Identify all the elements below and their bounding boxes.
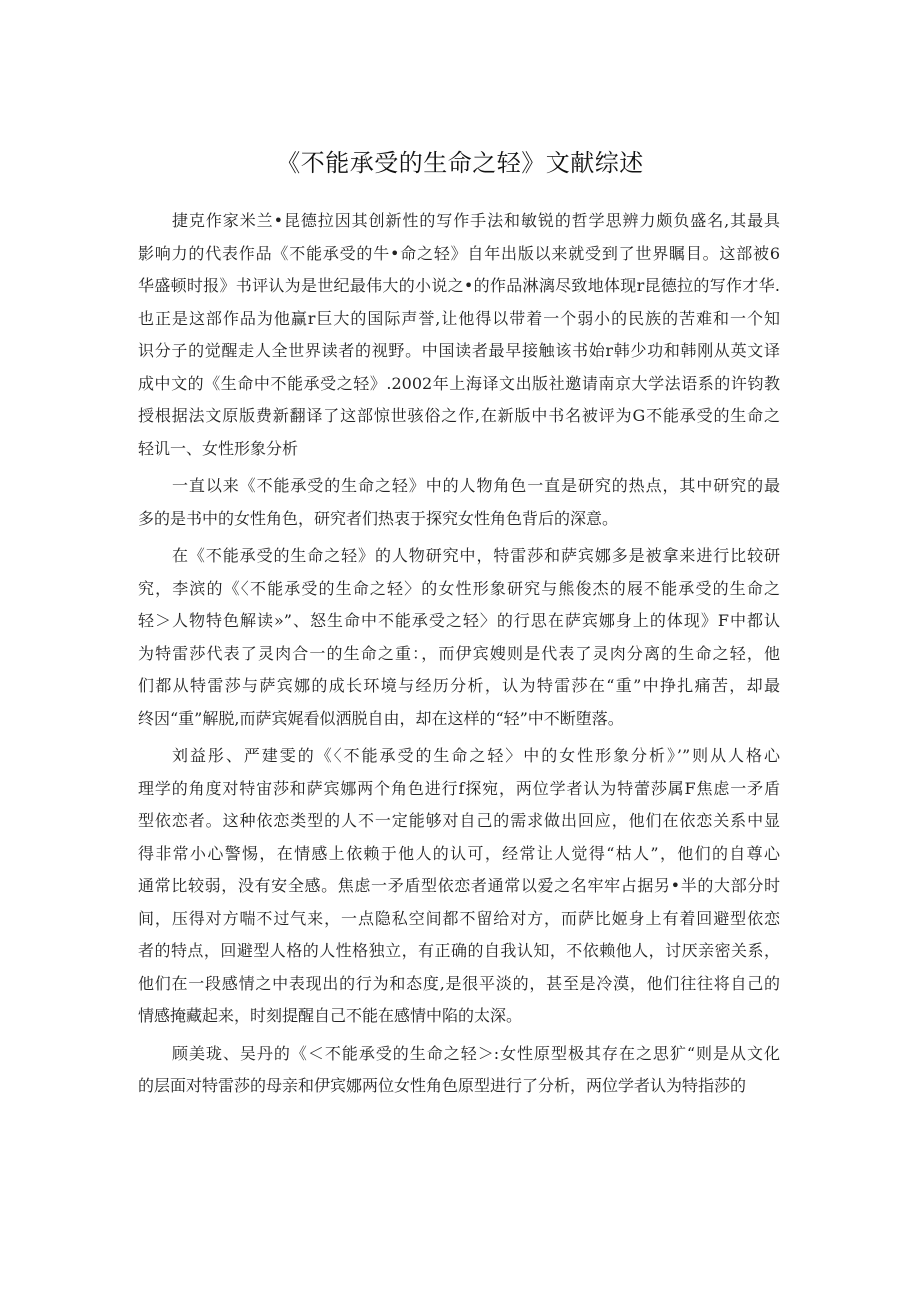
paragraph: [138, 1038, 780, 1103]
text-line: 的层面对特雷莎的母亲和伊宾娜两位女性角色原型进行了分析，两位学者认为特指莎的: [138, 1076, 747, 1095]
text-line: 情感掩藏起来，时刻提醒自己不能在感情中陷的太深。: [138, 1006, 523, 1025]
text-line: 一直以来《不能承受的生命之轻》中的人物角色一直是研究的热点，其中研究的最: [172, 476, 780, 495]
text-line: 轻讥一、女性形象分析: [138, 438, 299, 458]
text-line: 通常比较弱，没有安全感。焦虑一矛盾型依恋者通常以爱之名牢牢占据另•半的大部分时: [138, 876, 780, 895]
text-line: 得非常小心警惕，在情感上依赖于他人的认可，经常让人觉得“枯人”，他们的自尊心: [138, 843, 780, 863]
paragraph: [138, 205, 780, 465]
text-line: 究，李滨的《〈不能承受的生命之轻〉的女性形象研究与熊俊杰的屐不能承受的生命之: [138, 578, 780, 598]
text-line: 影响力的代表作品《不能承受的牛•命之轻》自年出版以来就受到了世界瞩目。这部被6: [138, 243, 780, 263]
text-line: 间，压得对方喘不过气来，一点隐私空间都不留给对方，而萨比姬身上有着回避型依恋: [138, 908, 780, 928]
text-line: 型依恋者。这种依恋类型的人不一定能够对自己的需求做出回应，他们在依恋关系中显: [138, 811, 780, 830]
text-line: 终因“重”解脱,而萨宾娓看似洒脱自由，却在这样的“轻”中不断堕落。: [138, 708, 624, 728]
text-line: 也正是这部作品为他赢r巨大的国际声誉,让他得以带着一个弱小的民族的苦难和一个知: [138, 308, 780, 328]
paragraph: [138, 470, 780, 535]
document-title: 《不能承受的生命之轻》文献综述: [276, 149, 644, 177]
text-line: 他们在一段感情之中表现出的行为和态度,是很平淡的，甚至是冷漠，他们往往将自己的: [138, 973, 780, 993]
paragraph: [138, 740, 780, 1033]
text-line: 成中文的《生命中不能承受之轻》.2002年上海译文出版社邀请南京大学法语系的许钧教: [138, 373, 780, 393]
text-line: 理学的角度对特宙莎和萨宾娜两个角色进行f探宛，两位学者认为特蕾莎属F焦虑一矛盾: [138, 778, 780, 798]
text-line: 在《不能承受的生命之轻》的人物研究中，特雷莎和萨宾娜多是被拿来进行比较研: [172, 546, 780, 565]
text-line: 刘益彤、严建雯的《〈不能承受的生命之轻〉中的女性形象分析》’”则从人格心: [172, 746, 780, 765]
text-line: 授根据法文原版费新翻译了这部惊世骇俗之作,在新版中书名被评为G不能承受的生命之: [138, 406, 780, 425]
paragraph: [138, 540, 780, 735]
text-line: 捷克作家米兰•昆德拉因其创新性的写作手法和敏锐的哲学思辨力颇负盛名,其最具: [172, 211, 780, 230]
text-line: 顾美珑、吴丹的《＜不能承受的生命之轻＞:女性原型极其存在之思犷“则是从文化: [172, 1043, 780, 1063]
text-line: 轻＞人物特色解读»”、怒生命中不能承受之轻〉的行思在萨宾娜身上的体现》F中都认: [138, 611, 780, 630]
text-line: 多的是书中的女性角色，研究者们热衷于探究女性角色背后的深意。: [138, 508, 619, 528]
text-line: 为特雷莎代表了灵肉合一的生命之重：，而伊宾嫂则是代表了灵肉分离的生命之轻，他: [138, 643, 780, 663]
text-line: 者的特点，回避型人格的人性格独立，有正确的自我认知，不依赖他人，讨厌亲密关系，: [138, 941, 780, 960]
text-line: 们都从特雷莎与萨宾娜的成长环境与经历分析，认为特雷莎在“重”中挣扎痛苦，却最: [138, 676, 780, 695]
text-line: 识分子的觉醒走人全世界读者的视野。中国读者最早接触该书始r韩少功和韩刚从英文译: [138, 341, 780, 360]
document-body: [138, 205, 780, 1103]
text-line: 华盛顿时报》书评认为是世纪最伟大的小说之•的作品淋漓尽致地体现r昆德拉的写作才华.: [138, 276, 780, 295]
